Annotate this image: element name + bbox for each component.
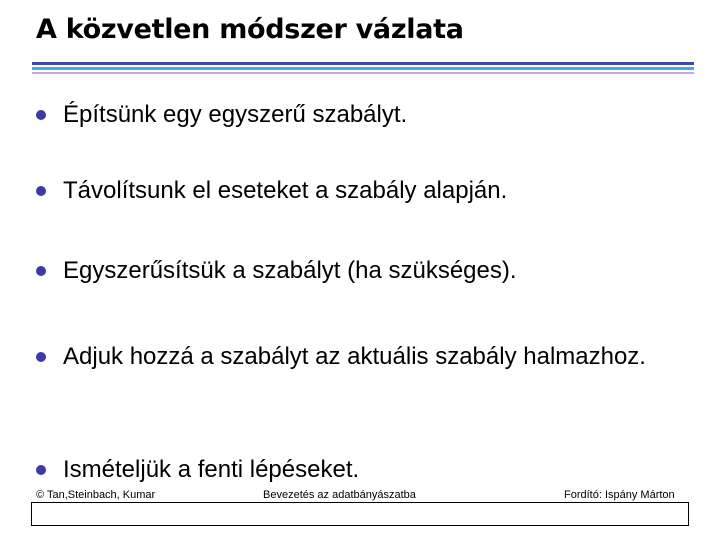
bullet-dot-icon [36, 465, 46, 475]
bullet-text: Egyszerűsítsük a szabályt (ha szükséges). [63, 257, 517, 284]
footer-copyright: © Tan,Steinbach, Kumar [36, 489, 156, 501]
footer-translator: Fordító: Ispány Márton [564, 489, 675, 501]
slide-title: A közvetlen módszer vázlata [36, 14, 464, 45]
bullet-dot-icon [36, 266, 46, 276]
bullet-text: Ismételjük a fenti lépéseket. [63, 456, 360, 483]
bullet-text: Adjuk hozzá a szabályt az aktuális szabály halmazhoz. [63, 343, 646, 370]
bullet-dot-icon [36, 352, 46, 362]
bullet-dot-icon [36, 110, 46, 120]
bullet-dot-icon [36, 186, 46, 196]
footer-box [31, 502, 689, 526]
bullet-text: Távolítsunk el eseteket a szabály alapján. [63, 177, 508, 204]
bullet-text: Építsünk egy egyszerű szabályt. [63, 101, 408, 128]
footer-course-title: Bevezetés az adatbányászatba [263, 489, 416, 501]
